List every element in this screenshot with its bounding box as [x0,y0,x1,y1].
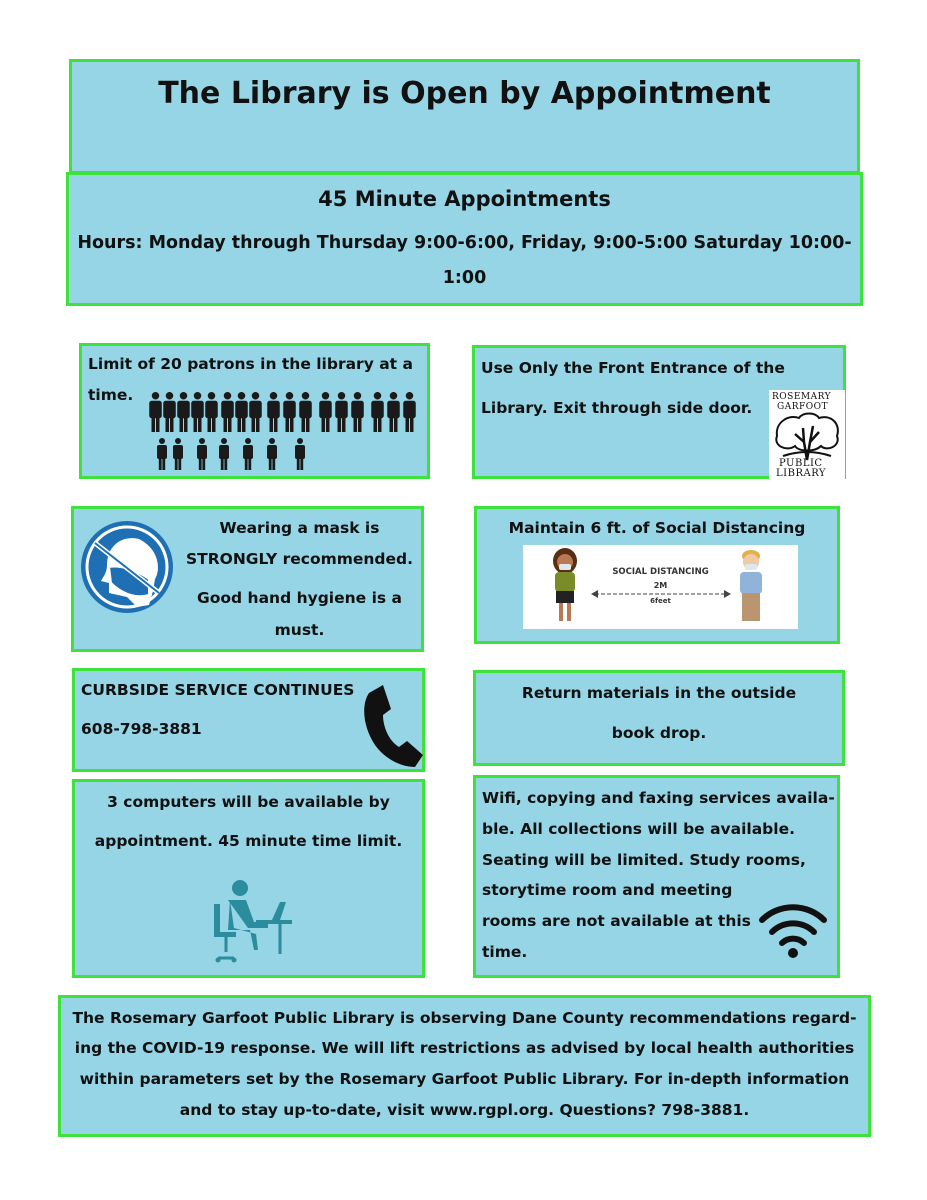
graphic-title: SOCIAL DISTANCING [612,567,709,577]
logo-text-rosemary: ROSEMARY [772,392,832,402]
wifi-line-4: storytime room and meeting [482,881,733,899]
person-icon [191,392,204,432]
distancing-heading: Maintain 6 ft. of Social Distancing [508,519,806,537]
returns-box [473,670,845,766]
logo-text-garfoot: GARFOOT [777,402,828,412]
social-distancing-graphic [523,545,798,629]
mask-line-3: Good hand hygiene is a [197,589,402,607]
wifi-icon [758,900,828,960]
person-icon [205,392,218,432]
hours-line-2: 1:00 [442,268,487,288]
patron-limit-line-2: time. [88,386,134,404]
person-icon [221,392,234,432]
computers-line-2: appointment. 45 minute time limit. [94,832,403,850]
hours-box [66,172,863,306]
person-icon [267,438,277,470]
hours-line-1: Hours: Monday through Thursday 9:00-6:00, Friday, 9:00-5:00 Saturday 10:00- [77,233,852,253]
returns-line-1: Return materials in the outside [521,684,797,702]
person-icon [149,392,162,432]
people-group-icon [148,388,418,478]
person-icon [173,438,183,470]
wifi-line-1: Wifi, copying and faxing services availa- [482,789,835,807]
distancing-box [474,506,840,644]
wifi-line-5: rooms are not available at this [482,912,751,930]
mask-line-4: must. [274,621,325,639]
entrance-box [472,345,846,479]
graphic-feet: 6feet [650,597,671,605]
curbside-line-1: CURBSIDE SERVICE CONTINUES [81,681,355,699]
person-icon [319,392,332,432]
computers-line-1: 3 computers will be available by [107,793,390,811]
person-icon [267,392,280,432]
person-icon [335,392,348,432]
logo-text-library: LIBRARY [776,468,827,479]
mask-box [71,506,424,652]
footer-box [58,995,871,1137]
person-icon [283,392,296,432]
graphic-meters: 2M [653,581,668,590]
title-box [69,59,860,174]
computer-user-icon [210,878,300,968]
person-icon [403,392,416,432]
footer-line-3: within parameters set by the Rosemary Garfoot Public Library. For in-depth information [79,1070,850,1088]
person-icon [163,392,176,432]
person-icon [235,392,248,432]
wifi-line-3: Seating will be limited. Study rooms, [482,851,806,869]
wifi-box [473,775,840,978]
face-mask-icon [79,519,175,615]
person-icon [197,438,207,470]
person-icon [177,392,190,432]
person-icon [243,438,253,470]
person-icon [387,392,400,432]
library-logo [769,390,845,479]
entrance-line-1: Use Only the Front Entrance of the [481,359,785,377]
curbside-phone: 608-798-3881 [81,720,202,738]
footer-line-2: ing the COVID-19 response. We will lift restrictions as advised by local health authorities [74,1039,855,1057]
mask-line-2: STRONGLY recommended. [185,550,414,568]
person-icon [351,392,364,432]
computers-box [72,779,425,978]
curbside-box [72,668,425,772]
phone-icon [361,683,425,767]
person-icon [295,438,305,470]
page-title: The Library is Open by Appointment [158,76,771,111]
mask-line-1: Wearing a mask is [219,519,380,537]
patron-limit-line-1: Limit of 20 patrons in the library at a [88,355,413,373]
returns-line-2: book drop. [611,724,707,742]
person-icon [219,438,229,470]
person-icon [157,438,167,470]
footer-line-1: The Rosemary Garfoot Public Library is observing Dane County recommendations regard- [72,1009,857,1027]
person-icon [371,392,384,432]
patron-limit-box [79,343,430,479]
appointment-length-heading: 45 Minute Appointments [318,187,611,211]
person-icon [299,392,312,432]
entrance-line-2: Library. Exit through side door. [481,399,753,417]
footer-line-4: and to stay up-to-date, visit www.rgpl.org. Questions? 798-3881. [179,1101,750,1119]
wifi-line-2: ble. All collections will be available. [482,820,795,838]
wifi-line-6: time. [482,943,528,961]
logo-text-public: PUBLIC [779,458,823,469]
tree-icon [769,412,845,462]
person-icon [249,392,262,432]
